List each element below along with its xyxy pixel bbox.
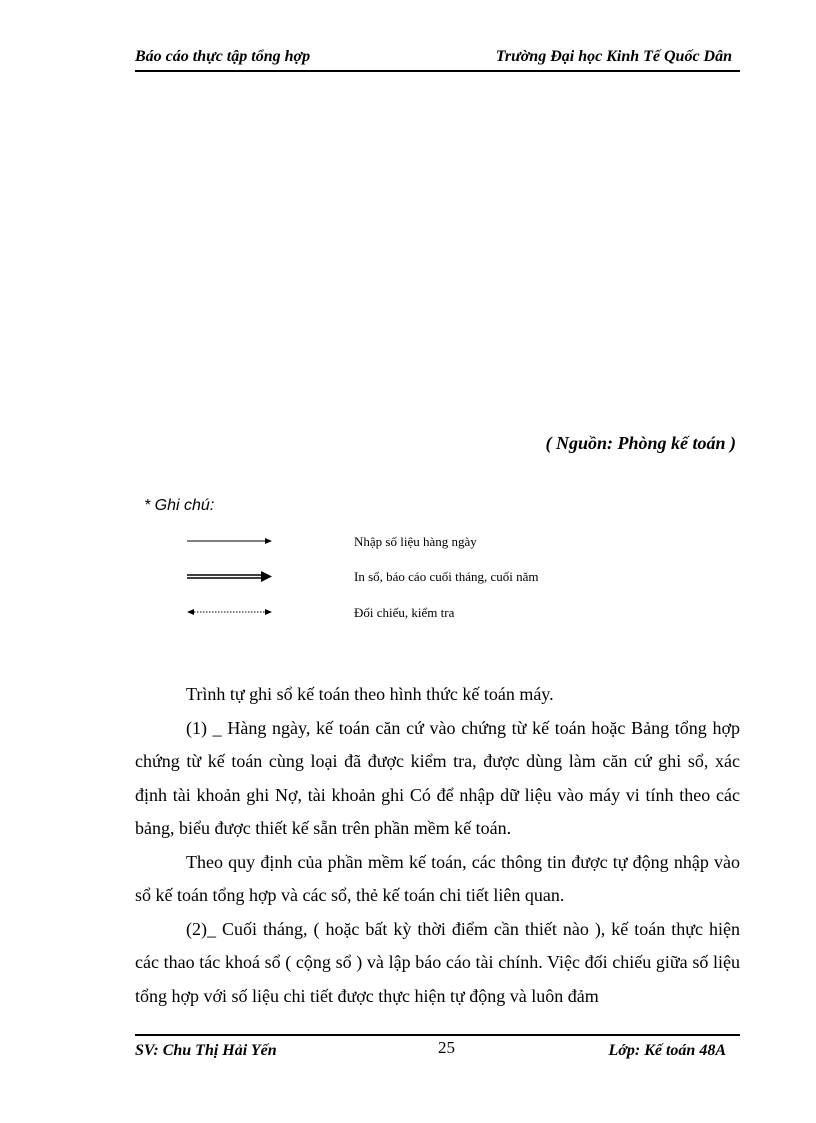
legend-label: Nhập số liệu hàng ngày bbox=[354, 534, 477, 549]
legend-label: Đối chiếu, kiểm tra bbox=[354, 605, 455, 620]
double-arrow-icon bbox=[186, 567, 276, 587]
paragraph: (2)_ Cuối tháng, ( hoặc bất kỳ thời điểm cần thiết nào ), kế toán thực hiện các thao tác khoá sổ ( cộng sổ ) và lập báo cáo tài chính. Việc đối chiếu giữa số liệu tổng hợp với số liệu chi tiết được thực hiện tự động và luôn đảm bbox=[135, 918, 740, 1006]
header-university: Trường Đại học Kinh Tế Quốc Dân bbox=[495, 48, 732, 65]
paragraph: (1) _ Hàng ngày, kế toán căn cứ vào chứng từ kế toán hoặc Bảng tổng hợp chứng từ kế toán cùng loại đã được kiểm tra, được dùng làm căn cứ ghi sổ, xác định tài khoản ghi Nợ, tài khoản ghi Có để nhập dữ liệu vào máy vi tính theo các bảng, biểu được thiết kế sẵn trên phần mềm kế toán. bbox=[135, 717, 740, 838]
legend-title: * Ghi chú: bbox=[144, 497, 215, 514]
thin-arrow-icon bbox=[186, 532, 276, 552]
paragraph: Trình tự ghi sổ kế toán theo hình thức kế toán máy. bbox=[186, 684, 554, 704]
legend-item-daily-input bbox=[186, 532, 606, 552]
header-report-title: Báo cáo thực tập tổng hợp bbox=[135, 48, 311, 65]
dotted-double-headed-arrow-icon bbox=[186, 603, 276, 623]
paragraph: Theo quy định của phần mềm kế toán, các thông tin được tự động nhập vào sổ kế toán tổng hợp và các sổ, thẻ kế toán chi tiết liên quan. bbox=[135, 851, 740, 905]
legend-item-print-reports bbox=[186, 567, 606, 587]
source-note: ( Nguồn: Phòng kế toán ) bbox=[545, 433, 736, 453]
footer-student-name: SV: Chu Thị Hải Yến bbox=[135, 1042, 277, 1059]
legend-label: In sổ, báo cáo cuối tháng, cuối năm bbox=[354, 569, 539, 584]
body-text bbox=[135, 678, 740, 1013]
footer-class: Lớp: Kế toán 48A bbox=[608, 1042, 726, 1059]
legend-item-reconcile bbox=[186, 603, 606, 623]
page-number: 25 bbox=[438, 1038, 455, 1057]
page-header bbox=[135, 46, 740, 72]
page-footer bbox=[135, 1034, 740, 1066]
